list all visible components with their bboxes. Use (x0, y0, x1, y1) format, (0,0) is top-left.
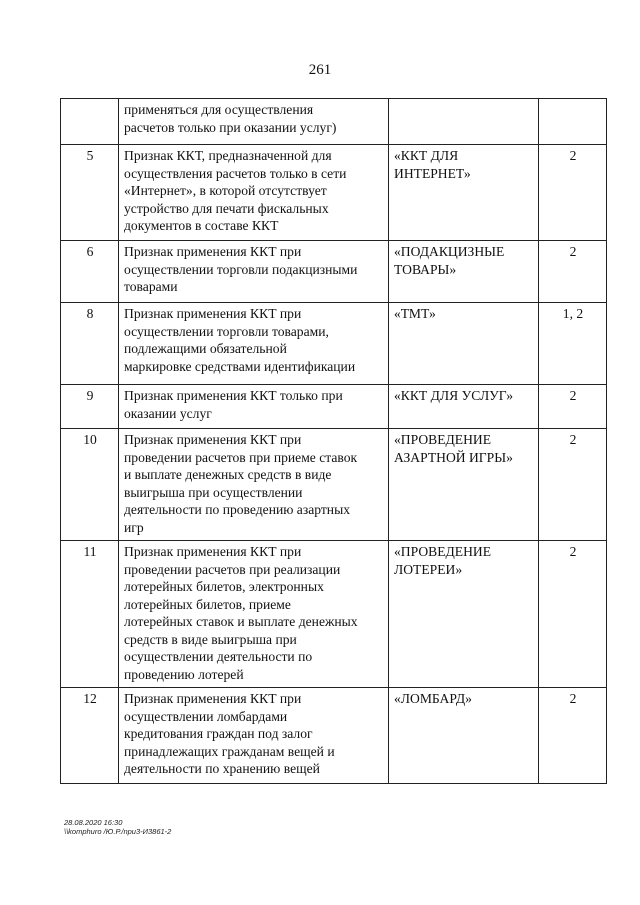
description-line: и выплате денежных средств в виде (124, 467, 332, 482)
description-line: применяться для осуществления (124, 102, 314, 117)
description-line: проведении расчетов при реализации (124, 561, 341, 577)
format-version-cell: 2 (539, 429, 607, 541)
value-line: ЛОТЕРЕИ» (394, 561, 463, 577)
value-cell (389, 303, 539, 385)
row-number-cell: 9 (61, 385, 119, 429)
description-line: принадлежащих гражданам вещей и (124, 743, 335, 759)
table-row (61, 429, 607, 541)
description-line: Признак применения ККТ при (124, 691, 302, 706)
description-line: Признак ККТ, предназначенной для (124, 148, 332, 163)
table-row (61, 688, 607, 784)
format-version-cell (539, 99, 607, 145)
description-line: Признак применения ККТ при (124, 544, 302, 559)
value-cell (389, 145, 539, 241)
description-line: деятельности по хранению вещей (124, 761, 320, 776)
description-line: товарами (124, 279, 178, 294)
description-line: Признак применения ККТ при (124, 306, 302, 321)
description-line: оказании услуг (124, 405, 212, 421)
footer-document-id: \\komphuro /Ю.Р./npu3-И3861-2 (64, 827, 172, 836)
description-line: выигрыша при осуществлении (124, 484, 303, 500)
description-cell (119, 99, 389, 145)
format-version-cell: 2 (539, 385, 607, 429)
description-cell (119, 241, 389, 303)
description-line: расчетов только при оказании услуг) (124, 119, 337, 135)
table-row (61, 241, 607, 303)
value-line: «ПРОВЕДЕНИЕ (394, 432, 492, 447)
value-line: «ЛОМБАРД» (394, 691, 472, 706)
format-version-cell: 1, 2 (539, 303, 607, 385)
format-version-cell: 2 (539, 688, 607, 784)
value-line: «ККТ ДЛЯ УСЛУГ» (394, 388, 514, 403)
value-line: ТОВАРЫ» (394, 261, 457, 277)
description-line: Признак применения ККТ только при (124, 388, 343, 403)
row-number-cell: 12 (61, 688, 119, 784)
value-line: АЗАРТНОЙ ИГРЫ» (394, 449, 513, 465)
description-line: «Интернет», в которой отсутствует (124, 183, 327, 198)
attribute-table (60, 98, 607, 784)
description-line: осуществления расчетов только в сети (124, 165, 347, 181)
value-cell (389, 99, 539, 145)
table-row (61, 385, 607, 429)
description-line: маркировке средствами идентификации (124, 358, 356, 374)
value-line: «ПОДАКЦИЗНЫЕ (394, 244, 505, 259)
format-version-cell: 2 (539, 241, 607, 303)
page-number: 261 (308, 62, 332, 78)
description-line: осуществлении торговли товарами, (124, 323, 329, 339)
description-cell (119, 145, 389, 241)
footer-timestamp: 28.08.2020 16:30 (64, 818, 123, 827)
row-number-cell: 10 (61, 429, 119, 541)
value-line: ИНТЕРНЕТ» (394, 165, 471, 181)
format-version-cell: 2 (539, 145, 607, 241)
table-row (61, 145, 607, 241)
description-line: деятельности по проведению азартных (124, 502, 351, 517)
description-line: Признак применения ККТ при (124, 244, 302, 259)
description-line: игр (124, 519, 144, 535)
table-row (61, 99, 607, 145)
description-line: проведению лотерей (124, 666, 244, 682)
description-line: кредитования граждан под залог (124, 726, 313, 741)
description-line: проведении расчетов при приеме ставок (124, 449, 358, 465)
description-line: лотерейных ставок и выплате денежных (124, 614, 358, 629)
description-line: осуществлении деятельности по (124, 649, 313, 664)
value-cell (389, 429, 539, 541)
table-row (61, 541, 607, 688)
value-line: «ПРОВЕДЕНИЕ (394, 544, 492, 559)
description-line: лотерейных билетов, электронных (124, 579, 324, 594)
value-cell (389, 541, 539, 688)
description-cell (119, 303, 389, 385)
row-number-cell (61, 99, 119, 145)
value-cell (389, 688, 539, 784)
format-version-cell: 2 (539, 541, 607, 688)
description-line: лотерейных билетов, приеме (124, 596, 291, 612)
description-line: документов в составе ККТ (124, 218, 279, 233)
value-line: «ТМТ» (394, 306, 436, 321)
row-number-cell: 8 (61, 303, 119, 385)
description-cell (119, 541, 389, 688)
description-line: подлежащими обязательной (124, 341, 287, 356)
document-footer (64, 818, 171, 836)
row-number-cell: 5 (61, 145, 119, 241)
description-line: средств в виде выигрыша при (124, 631, 297, 647)
description-line: осуществлении торговли подакцизными (124, 261, 358, 277)
description-cell (119, 688, 389, 784)
value-cell (389, 241, 539, 303)
value-cell (389, 385, 539, 429)
description-cell (119, 429, 389, 541)
table-row (61, 303, 607, 385)
row-number-cell: 6 (61, 241, 119, 303)
description-line: Признак применения ККТ при (124, 432, 302, 447)
description-line: осуществлении ломбардами (124, 708, 288, 724)
row-number-cell: 11 (61, 541, 119, 688)
value-line: «ККТ ДЛЯ (394, 148, 459, 163)
description-line: устройство для печати фискальных (124, 200, 329, 216)
description-cell (119, 385, 389, 429)
